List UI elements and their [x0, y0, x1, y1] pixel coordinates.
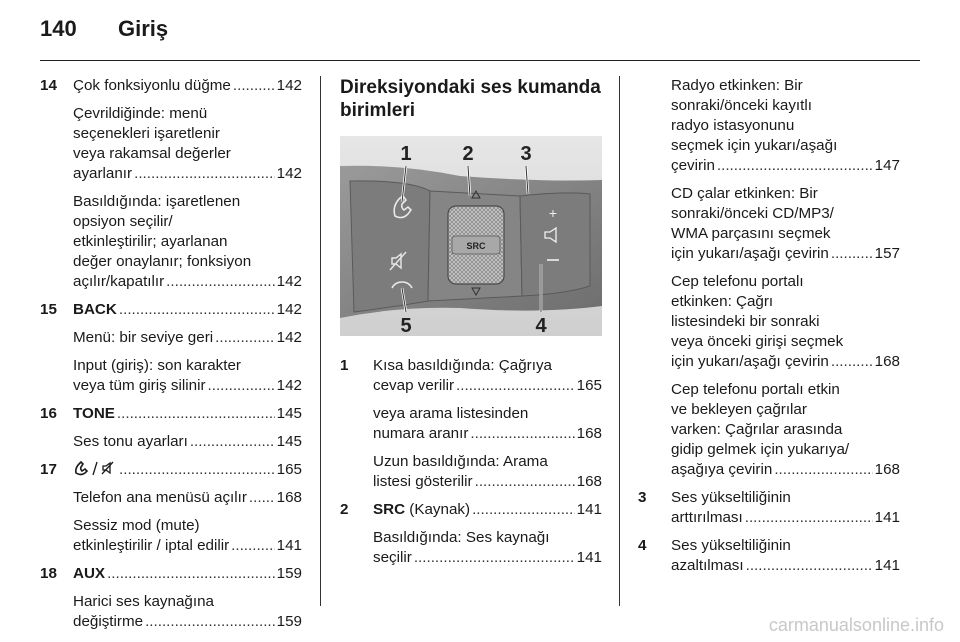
entry-text: değer onaylanır; fonksiyon: [73, 253, 252, 270]
entry-1: [340, 356, 602, 492]
page-title: Giriş: [118, 16, 169, 41]
entry-text: Telefon ana menüsü açılır: [73, 489, 247, 506]
page-ref[interactable]: 159: [276, 565, 302, 582]
entry-number: 14: [40, 77, 57, 94]
keyword-aux: AUX: [73, 565, 106, 582]
entry-text: Sessiz mod (mute): [73, 517, 200, 534]
entry-text: veya tüm giriş silinir: [73, 377, 206, 394]
entry-text: opsiyon seçilir/: [73, 213, 173, 230]
callout-5: 5: [400, 315, 412, 336]
entry-text: seçenekleri işaretlenir: [73, 125, 220, 142]
entry-text: azaltılması: [671, 557, 744, 574]
entry-text: çevirin: [671, 157, 715, 174]
entry-text: (Kaynak): [405, 501, 471, 518]
page-ref[interactable]: 142: [276, 273, 302, 290]
entry-text: Ses tonu ayarları: [73, 433, 188, 450]
page-ref[interactable]: 157: [874, 245, 900, 262]
page-ref[interactable]: 168: [276, 489, 302, 506]
entry-text: Ses yükseltiliğinin: [671, 537, 791, 554]
entry-text: gidip gelmek için yukarıya/: [671, 441, 850, 458]
page-ref[interactable]: 141: [874, 509, 900, 526]
entry-text: Basıldığında: Ses kaynağı: [373, 529, 550, 546]
entry-text: veya önceki girişi seçmek: [671, 333, 844, 350]
callout-4: 4: [535, 315, 547, 336]
entry-text: veya rakamsal değerler: [73, 145, 231, 162]
page-ref[interactable]: 142: [276, 377, 302, 394]
page-ref[interactable]: 168: [576, 425, 602, 442]
column-divider-1: [320, 76, 321, 606]
page-number: 140: [40, 16, 77, 41]
watermark: carmanualsonline.info: [768, 615, 944, 635]
entry-text: Çok fonksiyonlu düğme: [73, 77, 231, 94]
keyword-back: BACK: [73, 301, 117, 318]
phone-mute-icons: [73, 460, 117, 480]
page-ref[interactable]: 142: [276, 77, 302, 94]
entry-text: sonraki/önceki CD/MP3/: [671, 205, 834, 222]
entry-text: etkinken: Çağrı: [671, 293, 774, 310]
entry-14: [40, 76, 302, 292]
callout-1: 1: [400, 143, 412, 165]
page-ref[interactable]: 145: [276, 433, 302, 450]
page-ref[interactable]: 147: [874, 157, 900, 174]
entry-text: Ses yükseltiliğinin: [671, 489, 791, 506]
entry-text: sonraki/önceki kayıtlı: [671, 97, 812, 114]
entry-text: Harici ses kaynağına: [73, 593, 214, 610]
svg-text:+: +: [548, 205, 558, 221]
entry-number: 16: [40, 405, 57, 422]
entry-text: cevap verilir: [373, 377, 455, 394]
page-ref[interactable]: 141: [576, 501, 602, 518]
entry-3: [638, 488, 900, 528]
entry-text: WMA parçasını seçmek: [671, 225, 831, 242]
page-ref[interactable]: 142: [276, 301, 302, 318]
column-3: [638, 76, 900, 584]
entry-text: Cep telefonu portalı etkin: [671, 381, 840, 398]
page-ref[interactable]: 168: [576, 473, 602, 490]
entry-2: [340, 500, 602, 568]
section-title: [340, 76, 602, 122]
entry-text: ve bekleyen çağrılar: [671, 401, 807, 418]
page-ref[interactable]: 159: [276, 613, 302, 630]
entry-text: CD çalar etkinken: Bir: [671, 185, 818, 202]
src-button-label: SRC: [466, 241, 486, 251]
continuation-radio: [638, 76, 900, 176]
entry-number: 3: [638, 489, 647, 506]
entry-number: 2: [340, 501, 349, 518]
entry-text: değiştirme: [73, 613, 144, 630]
entry-15: [40, 300, 302, 396]
entry-number: 15: [40, 301, 57, 318]
callout-3: 3: [520, 143, 532, 165]
column-1: [40, 76, 302, 640]
section-title-line: birimleri: [340, 100, 415, 121]
page-ref[interactable]: 168: [874, 353, 900, 370]
entry-text: radyo istasyonunu: [671, 117, 795, 134]
steering-wheel-controls-photo: [340, 136, 602, 336]
phone-icon: [73, 460, 117, 476]
page-ref[interactable]: 142: [276, 329, 302, 346]
entry-text: listesindeki bir sonraki: [671, 313, 820, 330]
column-2: [340, 76, 602, 576]
page-ref[interactable]: 168: [874, 461, 900, 478]
entry-17: [40, 460, 302, 556]
keyword-tone: TONE: [73, 405, 115, 422]
continuation-cd: [638, 184, 900, 264]
header-rule: [40, 60, 920, 61]
entry-text: arttırılması: [671, 509, 743, 526]
entry-text: Uzun basıldığında: Arama: [373, 453, 548, 470]
page-ref[interactable]: 141: [276, 537, 302, 554]
page-ref[interactable]: 141: [576, 549, 602, 566]
entry-text: Radyo etkinken: Bir: [671, 77, 803, 94]
continuation-phone: [638, 272, 900, 372]
entry-number: 4: [638, 537, 647, 554]
entry-text: Çevrildiğinde: menü: [73, 105, 208, 122]
continuation-waiting-calls: [638, 380, 900, 480]
page-ref[interactable]: 145: [276, 405, 302, 422]
entry-text: veya arama listesinden: [373, 405, 529, 422]
entry-text: aşağıya çevirin: [671, 461, 773, 478]
entry-text: için yukarı/aşağı çevirin: [671, 245, 829, 262]
page-ref[interactable]: 142: [276, 165, 302, 182]
entry-text: Menü: bir seviye geri: [73, 329, 214, 346]
entry-text: etkinleştirilir / iptal edilir: [73, 537, 230, 554]
keyword-src: SRC: [373, 501, 406, 518]
column-divider-2: [619, 76, 620, 606]
callout-2: 2: [462, 143, 474, 165]
entry-text: ayarlanır: [73, 165, 133, 182]
section-title-line: Direksiyondaki ses kumanda: [340, 77, 601, 98]
entry-text: seçmek için yukarı/aşağı: [671, 137, 838, 154]
entry-text: Basıldığında: işaretlenen: [73, 193, 241, 210]
entry-text: numara aranır: [373, 425, 469, 442]
entry-text: açılır/kapatılır: [73, 273, 165, 290]
entry-number: 1: [340, 357, 349, 374]
entry-text: için yukarı/aşağı çevirin: [671, 353, 829, 370]
page-ref[interactable]: 165: [276, 461, 302, 478]
entry-text: Cep telefonu portalı: [671, 273, 804, 290]
page-header: [40, 16, 920, 52]
entry-number: 17: [40, 461, 57, 478]
entry-text: etkinleştirilir; ayarlanan: [73, 233, 228, 250]
page-ref[interactable]: 141: [874, 557, 900, 574]
entry-text: seçilir: [373, 549, 412, 566]
entry-text: Kısa basıldığında: Çağrıya: [373, 357, 552, 374]
entry-18: [40, 564, 302, 632]
entry-text: Input (giriş): son karakter: [73, 357, 241, 374]
entry-16: [40, 404, 302, 452]
mute-icon: [102, 462, 113, 474]
entry-number: 18: [40, 565, 57, 582]
entry-text: listesi gösterilir: [373, 473, 473, 490]
entry-text: varken: Çağrılar arasında: [671, 421, 843, 438]
page-ref[interactable]: 165: [576, 377, 602, 394]
entry-4: [638, 536, 900, 576]
